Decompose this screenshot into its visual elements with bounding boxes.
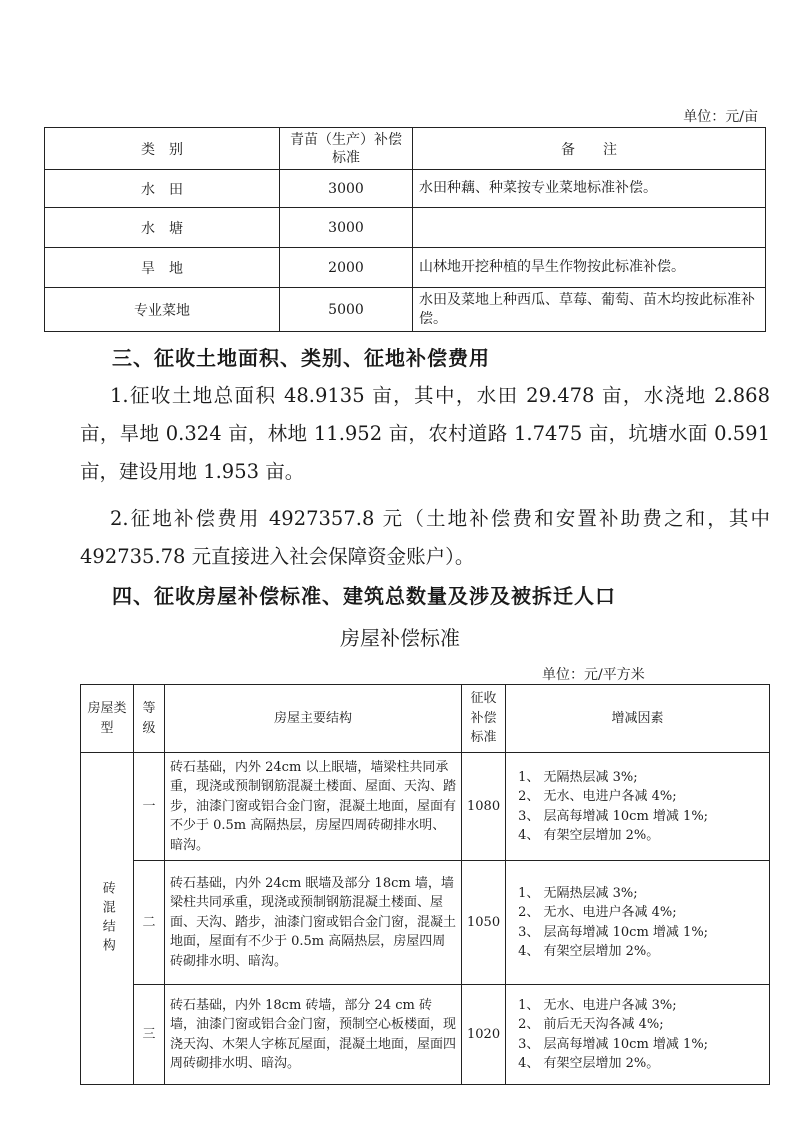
table-row xyxy=(81,861,770,985)
row-note: 山林地开挖种植的旱生作物按此标准补偿。 xyxy=(413,248,766,288)
header-standard: 青苗（生产）补偿标准 xyxy=(280,128,413,170)
category-cell xyxy=(81,753,134,1085)
table-row xyxy=(45,208,766,248)
section3-paragraph-2 xyxy=(80,500,770,576)
row-standard: 3000 xyxy=(280,208,413,248)
table-row xyxy=(45,170,766,208)
row-standard: 5000 xyxy=(280,288,413,332)
table-header-row xyxy=(45,128,766,170)
row-grade: 三 xyxy=(134,985,165,1085)
row-note xyxy=(413,208,766,248)
section3-heading: 三、征收土地面积、类别、征地补偿费用 xyxy=(112,346,490,370)
table-row xyxy=(45,288,766,332)
row-structure: 砖石基础，内外 24cm 眠墙及部分 18cm 墙，墙梁柱共同承重，现浇或预制钢筋混凝土楼面、屋面、天沟、踏步，油漆门窗或铝合金门窗，混凝土地面，屋面有不少于 0.5m 高隔热层，房屋四周砖砌排水明、暗沟。 xyxy=(165,861,462,985)
factor-item: 1、 无隔热层减 3%; xyxy=(518,769,638,785)
header-house-type: 房屋类型 xyxy=(81,685,134,753)
factor-item: 4、 有架空层增加 2%。 xyxy=(518,828,660,843)
section4-heading: 四、征收房屋补偿标准、建筑总数量及涉及被拆迁人口 xyxy=(112,584,616,608)
factor-item: 2、 前后无天沟各减 4%; xyxy=(518,1017,664,1032)
table2-unit: 单位：元/平方米 xyxy=(542,667,645,683)
factor-item: 1、 无隔热层减 3%; xyxy=(518,885,638,901)
row-standard: 1020 xyxy=(462,985,506,1085)
factor-item: 3、 层高每增减 10cm 增减 1%; xyxy=(518,924,709,940)
header-grade: 等级 xyxy=(134,685,165,753)
factor-item: 1、 无水、电进户各减 3%; xyxy=(518,997,677,1013)
row-factors xyxy=(506,985,770,1085)
seedling-compensation-table xyxy=(44,127,766,332)
row-grade: 一 xyxy=(134,753,165,861)
row-structure: 砖石基础，内外 18cm 砖墙，部分 24 cm 砖墙，油漆门窗或铝合金门窗，预制空心板楼面，现浇天沟、木架人字栋瓦屋面，混凝土地面，屋面四周砖砌排水明、暗沟。 xyxy=(165,985,462,1085)
row-type: 旱 地 xyxy=(45,248,280,288)
factor-item: 3、 层高每增减 10cm 增减 1%; xyxy=(518,808,709,824)
factor-item: 2、 无水、电进户各减 4%; xyxy=(518,905,677,920)
row-grade: 二 xyxy=(134,861,165,985)
row-standard: 2000 xyxy=(280,248,413,288)
factor-item: 4、 有架空层增加 2%。 xyxy=(518,944,660,959)
row-factors xyxy=(506,861,770,985)
house-compensation-table xyxy=(80,684,770,1085)
header-standard: 征收补偿标准 xyxy=(462,685,506,753)
row-standard: 1050 xyxy=(462,861,506,985)
row-note: 水田种藕、种菜按专业菜地标准补偿。 xyxy=(413,170,766,208)
factor-item: 3、 层高每增减 10cm 增减 1%; xyxy=(518,1036,709,1052)
table-row xyxy=(81,753,770,861)
factor-item: 4、 有架空层增加 2%。 xyxy=(518,1056,660,1071)
row-type: 水 塘 xyxy=(45,208,280,248)
table1-unit: 单位：元/亩 xyxy=(683,109,758,125)
section3-para2-text: 2.征地补偿费用 4927357.8 元（土地补偿费和安置补助费之和，其中 492735.78 元直接进入社会保障资金账户）。 xyxy=(80,507,770,568)
row-standard: 3000 xyxy=(280,170,413,208)
table2-title: 房屋补偿标准 xyxy=(340,626,460,650)
row-standard: 1080 xyxy=(462,753,506,861)
header-note: 备 注 xyxy=(413,128,766,170)
table-header-row xyxy=(81,685,770,753)
section3-para1-text: 1.征收土地总面积 48.9135 亩，其中，水田 29.478 亩，水浇地 2.868 亩，旱地 0.324 亩，林地 11.952 亩，农村道路 1.7475 亩，坑塘水面 0.591 亩，建设用地 1.953 亩。 xyxy=(80,384,770,483)
factor-item: 2、 无水、电进户各减 4%; xyxy=(518,789,677,804)
header-factors: 增减因素 xyxy=(506,685,770,753)
header-category: 类 别 xyxy=(45,128,280,170)
category-label: 砖混结构 xyxy=(99,880,115,957)
table-row xyxy=(45,248,766,288)
header-structure: 房屋主要结构 xyxy=(165,685,462,753)
table-row xyxy=(81,985,770,1085)
row-type: 水 田 xyxy=(45,170,280,208)
row-structure: 砖石基础，内外 24cm 以上眠墙，墙梁柱共同承重，现浇或预制钢筋混凝土楼面、屋面、天沟、踏步，油漆门窗或铝合金门窗，混凝土地面，屋面有不少于 0.5m 高隔热层，房屋四周砖砌排水明、暗沟。 xyxy=(165,753,462,861)
row-factors xyxy=(506,753,770,861)
row-note: 水田及菜地上种西瓜、草莓、葡萄、苗木均按此标准补偿。 xyxy=(413,288,766,332)
section3-paragraph-1 xyxy=(80,377,770,491)
row-type: 专业菜地 xyxy=(45,288,280,332)
